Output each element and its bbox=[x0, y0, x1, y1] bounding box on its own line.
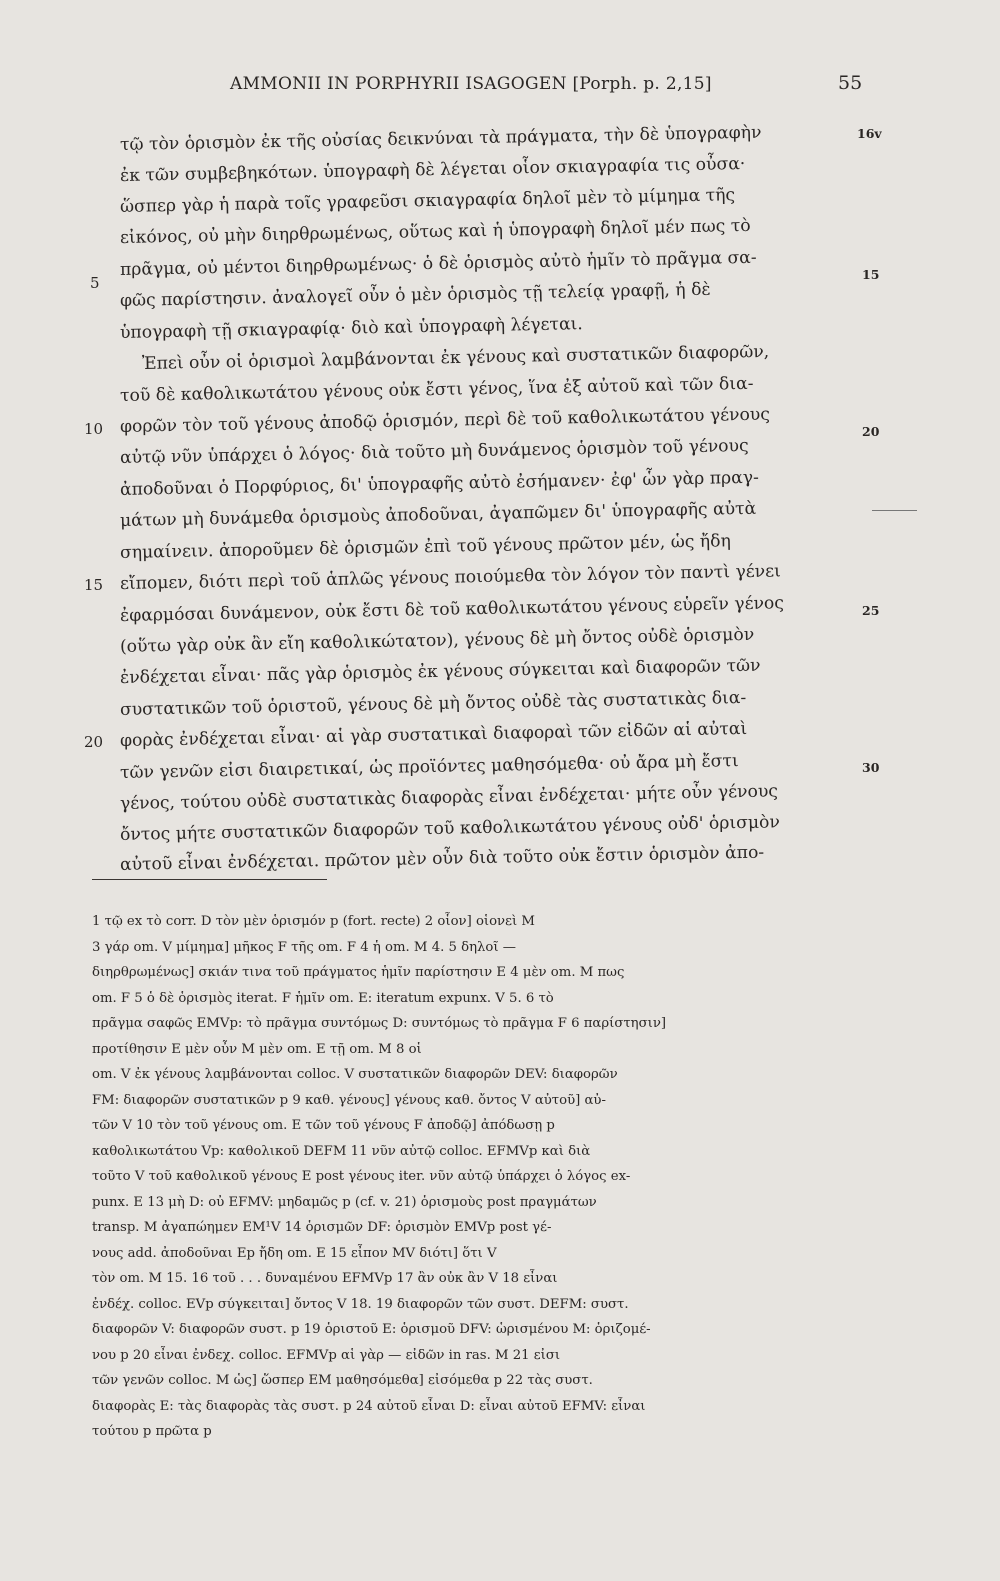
running-header: AMMONII IN PORPHYRII ISAGOGEN [Porph. p. 2,15] bbox=[230, 74, 712, 94]
apparatus-line: τῶν γενῶν colloc. M ὡς] ὥσπερ EM μαθησόμεθα] εἰσόμεθα p 22 τὰς συστ. bbox=[92, 1373, 593, 1388]
footnote-rule bbox=[92, 879, 327, 880]
text-line: ὄντος μήτε συστατικῶν διαφορῶν τοῦ καθολικωτάτου γένους οὐδ' ὁρισμὸν bbox=[119, 812, 781, 845]
apparatus-line: διαφορῶν V: διαφορῶν συστ. p 19 ὁριστοῦ E: ὁρισμοῦ DFV: ὡρισμένου M: ὁριζομέ- bbox=[92, 1322, 651, 1337]
apparatus-line: νους add. ἀποδοῦναι Ep ἤδη om. E 15 εἶπον MV διότι] ὅτι V bbox=[92, 1246, 497, 1261]
apparatus-line: 1 τῷ ex τὸ corr. D τὸν μὲν ὁρισμόν p (fort. recte) 2 οἷον] οἱονεὶ M bbox=[92, 914, 535, 929]
page-number: 55 bbox=[838, 72, 863, 94]
margin-folio-ref: 16v bbox=[857, 126, 882, 141]
margin-line-ref: 15 bbox=[862, 267, 880, 282]
margin-line-ref: 25 bbox=[862, 603, 880, 618]
text-line: φορῶν τὸν τοῦ γένους ἀποδῷ ὁρισμόν, περὶ δὲ τοῦ καθολικωτάτου γένους bbox=[119, 404, 771, 437]
text-line: τῷ τὸν ὁρισμὸν ἐκ τῆς οὐσίας δεικνύναι τὰ πράγματα, τὴν δὲ ὑπογραφὴν bbox=[119, 122, 762, 155]
apparatus-line: προτίθησιν E μὲν οὖν M μὲν om. E τῇ om. M 8 οἱ bbox=[92, 1042, 422, 1057]
text-line: μάτων μὴ δυνάμεθα ὁρισμοὺς ἀποδοῦναι, ἀγαπῶμεν δι' ὑπογραφῆς αὐτὰ bbox=[119, 498, 757, 531]
text-line: ἐφαρμόσαι δυνάμενον, οὐκ ἔστι δὲ τοῦ καθολικωτάτου γένους εὑρεῖν γένος bbox=[119, 593, 785, 626]
margin-mark bbox=[872, 510, 917, 511]
apparatus-line: καθολικωτάτου Vp: καθολικοῦ DEFM 11 νῦν αὐτῷ colloc. EFMVp καὶ διὰ bbox=[92, 1144, 591, 1159]
apparatus-line: τῶν V 10 τὸν τοῦ γένους om. E τῶν τοῦ γένους F ἀποδῷ] ἀπόδωσῃ p bbox=[92, 1118, 555, 1133]
text-line: γένος, τούτου οὐδὲ συστατικὰς διαφορὰς εἶναι ἐνδέχεται· μήτε οὖν γένους bbox=[119, 781, 779, 814]
apparatus-line: νου p 20 εἶναι ἐνδεχ. colloc. EFMVp αἱ γὰρ — εἰδῶν in ras. M 21 εἰσι bbox=[92, 1348, 561, 1363]
text-line: αὐτοῦ εἶναι ἐνδέχεται. πρῶτον μὲν οὖν διὰ τοῦτο οὐκ ἔστιν ὁρισμὸν ἀπο- bbox=[119, 842, 765, 875]
apparatus-line: τὸν om. M 15. 16 τοῦ . . . δυναμένου EFMVp 17 ἂν οὐκ ἂν V 18 εἶναι bbox=[92, 1271, 558, 1286]
text-line: ἀποδοῦναι ὁ Πορφύριος, δι' ὑπογραφῆς αὐτὸ ἐσήμανεν· ἐφ' ὧν γὰρ πραγ- bbox=[119, 467, 760, 500]
apparatus-line: τοῦτο V τοῦ καθολικοῦ γένους E post γένους iter. νῦν αὐτῷ ὑπάρχει ὁ λόγος ex- bbox=[92, 1169, 631, 1184]
apparatus-line: τούτου p πρῶτα p bbox=[92, 1424, 212, 1439]
apparatus-line: πρᾶγμα σαφῶς EMVp: τὸ πρᾶγμα συντόμως D: συντόμως τὸ πρᾶγμα F 6 παρίστησιν] bbox=[92, 1016, 667, 1031]
apparatus-line: transp. M ἀγαπώημεν EM¹V 14 ὁρισμῶν DF: ὁρισμὸν EMVp post γέ- bbox=[92, 1220, 552, 1235]
text-line: ἐκ τῶν συμβεβηκότων. ὑπογραφὴ δὲ λέγεται οἷον σκιαγραφία τις οὖσα· bbox=[119, 153, 746, 186]
apparatus-line: 3 γάρ om. V μίμημα] μῆκος F τῆς om. F 4 ἡ om. M 4. 5 δηλοῖ — bbox=[92, 940, 517, 955]
text-line: (οὕτω γὰρ οὐκ ἂν εἴη καθολικώτατον), γένους δὲ μὴ ὄντος οὐδὲ ὁρισμὸν bbox=[119, 624, 755, 657]
apparatus-line: om. F 5 ὁ δὲ ὁρισμὸς iterat. F ἡμῖν om. E: iteratum expunx. V 5. 6 τὸ bbox=[92, 991, 554, 1006]
apparatus-line: ἐνδέχ. colloc. EVp σύγκειται] ὄντος V 18. 19 διαφορῶν τῶν συστ. DEFM: συστ. bbox=[92, 1297, 629, 1312]
apparatus-line: διηρθρωμένως] σκιάν τινα τοῦ πράγματος ἡμῖν παρίστησιν E 4 μὲν om. M πως bbox=[92, 965, 625, 980]
text-line: φῶς παρίστησιν. ἀναλογεῖ οὖν ὁ μὲν ὁρισμὸς τῇ τελείᾳ γραφῇ, ἡ δὲ bbox=[119, 279, 711, 311]
text-line: εἴπομεν, διότι περὶ τοῦ ἁπλῶς γένους ποιούμεθα τὸν λόγον τὸν παντὶ γένει bbox=[119, 561, 781, 594]
text-line: εἰκόνος, οὐ μὴν διηρθρωμένως, οὕτως καὶ ἡ ὑπογραφὴ δηλοῖ μέν πως τὸ bbox=[119, 215, 751, 248]
apparatus-line: διαφορὰς E: τὰς διαφορὰς τὰς συστ. p 24 αὐτοῦ εἶναι D: εἶναι αὐτοῦ EFMV: εἶναι bbox=[92, 1399, 646, 1414]
text-line: ἐνδέχεται εἶναι· πᾶς γὰρ ὁρισμὸς ἐκ γένους σύγκειται καὶ διαφορῶν τῶν bbox=[119, 655, 761, 688]
text-line: σημαίνειν. ἀποροῦμεν δὲ ὁρισμῶν ἐπὶ τοῦ γένους πρῶτον μέν, ὡς ἤδη bbox=[119, 531, 731, 563]
text-line: τῶν γενῶν εἰσι διαιρετικαί, ὡς προϊόντες μαθησόμεθα· οὐ ἄρα μὴ ἔστι bbox=[119, 751, 739, 783]
text-line: ὥσπερ γὰρ ἡ παρὰ τοῖς γραφεῦσι σκιαγραφία δηλοῖ μὲν τὸ μίμημα τῆς bbox=[119, 185, 736, 217]
line-number: 10 bbox=[84, 420, 104, 438]
apparatus-line: om. V ἐκ γένους λαμβάνονται colloc. V συστατικῶν διαφορῶν DEV: διαφορῶν bbox=[92, 1067, 618, 1082]
text-line: πρᾶγμα, οὐ μέντοι διηρθρωμένως· ὁ δὲ ὁρισμὸς αὐτὸ ἡμῖν τὸ πρᾶγμα σα- bbox=[119, 247, 757, 280]
text-line: τοῦ δὲ καθολικωτάτου γένους οὐκ ἔστι γένος, ἵνα ἐξ αὐτοῦ καὶ τῶν δια- bbox=[119, 373, 754, 406]
margin-line-ref: 20 bbox=[862, 424, 880, 439]
text-line: ὑπογραφὴ τῇ σκιαγραφίᾳ· διὸ καὶ ὑπογραφὴ λέγεται. bbox=[119, 314, 583, 343]
apparatus-line: punx. E 13 μὴ D: οὐ EFMV: μηδαμῶς p (cf. v. 21) ὁρισμοὺς post πραγμάτων bbox=[92, 1195, 597, 1210]
text-line: συστατικῶν τοῦ ὁριστοῦ, γένους δὲ μὴ ὄντος οὐδὲ τὰς συστατικὰς δια- bbox=[119, 687, 747, 720]
line-number: 5 bbox=[90, 274, 100, 292]
text-line: αὐτῷ νῦν ὑπάρχει ὁ λόγος· διὰ τοῦτο μὴ δυνάμενος ὁρισμὸν τοῦ γένους bbox=[119, 435, 749, 468]
text-line: φορὰς ἐνδέχεται εἶναι· αἱ γὰρ συστατικαὶ διαφοραὶ τῶν εἰδῶν αἱ αὐταὶ bbox=[119, 718, 748, 751]
text-line: Ἐπεὶ οὖν οἱ ὁρισμοὶ λαμβάνονται ἐκ γένους καὶ συστατικῶν διαφορῶν, bbox=[141, 341, 770, 374]
line-number: 15 bbox=[84, 576, 104, 594]
margin-line-ref: 30 bbox=[862, 760, 880, 775]
line-number: 20 bbox=[84, 733, 104, 751]
apparatus-line: FM: διαφορῶν συστατικῶν p 9 καθ. γένους] γένους καθ. ὄντος V αὐτοῦ] αὐ- bbox=[92, 1093, 606, 1108]
